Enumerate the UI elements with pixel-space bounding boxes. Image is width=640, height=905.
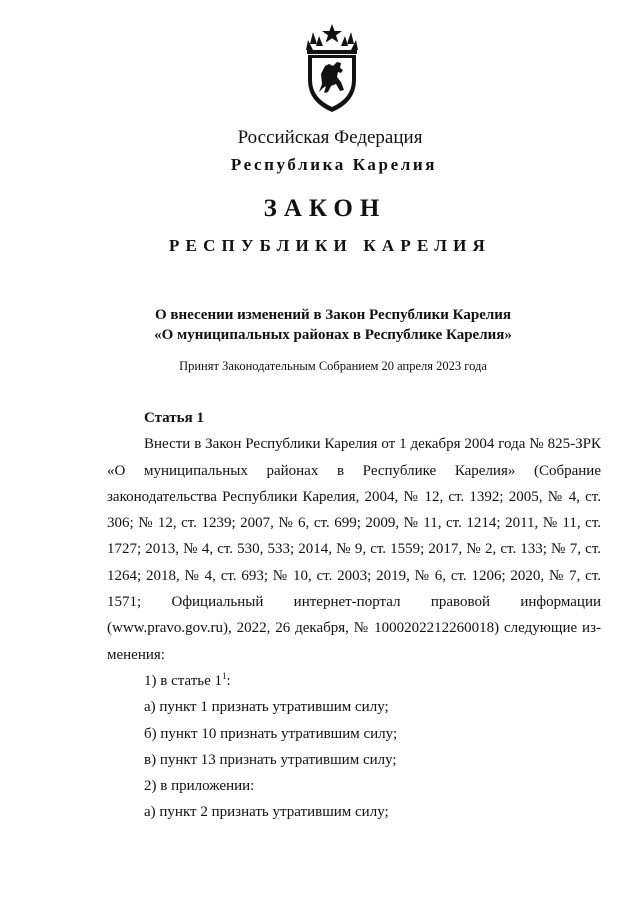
star-shape xyxy=(322,24,342,43)
list-item: в) пункт 13 признать утратившим силу; xyxy=(144,751,397,768)
list-item: 2) в приложении: xyxy=(144,778,255,795)
header-law: ЗАКОН xyxy=(263,195,387,222)
header-republic: Республика Карелия xyxy=(230,155,438,174)
item1-text: 1) в статье 1 xyxy=(144,672,223,689)
adoption-date-line: Принят Законодательным Собранием 20 апреля 2023 года xyxy=(179,359,487,373)
header-of-republic: РЕСПУБЛИКИ КАРЕЛИЯ xyxy=(168,236,492,255)
article-body xyxy=(107,405,601,826)
karelia-coat-of-arms-emblem xyxy=(304,22,360,114)
list-item: б) пункт 10 признать утратившим силу; xyxy=(144,725,398,742)
article-title: Статья 1 xyxy=(144,410,204,426)
law-title-line1: О внесении изменений в Закон Республики Карелия xyxy=(154,307,512,323)
list-item: а) пункт 2 признать утратившим силу; xyxy=(144,804,389,821)
item1-colon: : xyxy=(226,672,231,689)
list-item: а) пункт 1 признать утратившим силу; xyxy=(144,699,389,716)
list-item xyxy=(107,668,601,694)
item1-superscript: 1 xyxy=(222,670,227,681)
article-intro-paragraph: Внести в Закон Республики Карелия от 1 декабря 2004 года № 825-ЗРК «О муниципальных районах в Республике Карелия» (Собрание законодательства Республики Карелия, 2004, № 12, ст. 1392; 2005, № 4, ст. 306; № 12, ст. 1239; 2007, № 6, ст. 699; 2009, № 11, ст. 1214; 2011, № 11, ст. 1727; 2013, № 4, ст. 530, 533; 2014, № 9, ст. 1559; 2017, № 2, ст. 133; № 7, ст. 1264; 2018, № 4, ст. 693; № 10, ст. 2003; 2019, № 6, ст. 1206; 2020, № 7, ст. 1571; Официальный интернет-портал правовой информации (www.pravo.gov.ru), 2022, 26 декабря, № 1000202212260018) следующие изменения: xyxy=(107,436,601,663)
header-federation: Российская Федерация xyxy=(237,127,423,148)
law-title-line2: «О муниципальных районах в Республике Карелия» xyxy=(154,327,512,343)
